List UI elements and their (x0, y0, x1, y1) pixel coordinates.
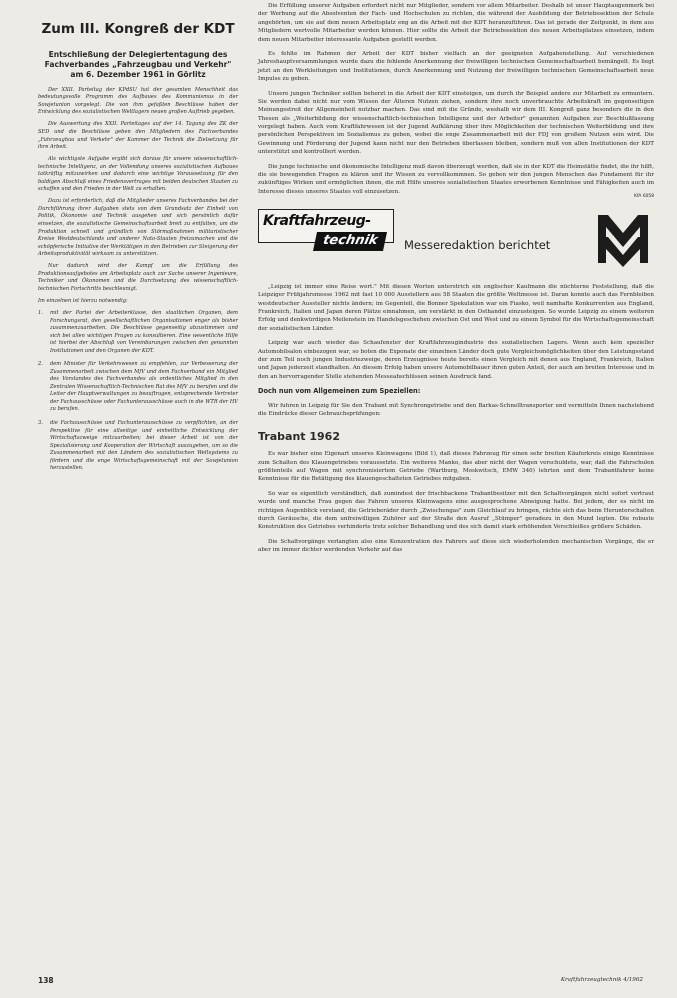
article-title: Zum III. Kongreß der KDT (41, 21, 235, 37)
leipzig-messe-mm-icon (596, 211, 650, 267)
list-item-number: 2. (38, 361, 43, 368)
right-paragraph: „Leipzig ist immer eine Reise wert." Mit diesen Worten unterstrich ein englischer Kaufmann die nüchterne Feststellung, daß die Leipziger Frühjahrsmesse 1962 mit fast 10 000 Ausstellern aus 58 Staaten die größte Weltmesse ist. Daran konnte auch das Fernbleiben westdeutscher Aussteller nichts ändern; im Gegenteil, die Bonner Spekulation war ein Fiasko, weil namhafte Konkurrenten aus England, Frankreich, Italien und Japan deren Plätze einnahmen, um verstärkt in den Osthandel einzusteigen. So wurde Leipzig zu einem weiteren Erfolg und denkwürdigen Meilenstein im Handelsgeschehen zwischen Ost und West und zu einem Symbol für die Wirtschaftsgemeinschaft der sozialistischen Länder. (258, 283, 654, 332)
article-subtitle: Entschließung der Delegiertentagung des Fachverbandes „Fahrzeugbau und Verkehr" am 6. Dezember 1961 in Görlitz (44, 49, 232, 80)
list-item-number: 1. (38, 310, 43, 317)
left-paragraph: Der XXII. Parteitag der KPdSU hat der gesamten Menschheit das bedeutungsvolle Programm des Aufbaues des Kommunismus in der Sowjetunion vorgelegt. Die von ihm gefaßten Beschlüsse haben der Entwicklung des sozialistischen Weltlagers neuen großen Auftrieb gegeben. (38, 86, 238, 116)
right-column (258, 2, 654, 561)
left-column (38, 14, 238, 479)
list-item (38, 361, 238, 414)
list-item-text: mit der Partei der Arbeiterklasse, den staatlichen Organen, dem Forschungsrat, den gesellschaftlichen Organisationen enger als bisher zusammenzuarbeiten. Die Beschlüsse gegenseitig abzustimmen und sich bei allen wichtigen Fragen zu konsultieren. Eine wesentliche Hilfe ist hierbei der Abschluß von Vereinbarungen zwischen den genannten Institutionen und den Organen der KDT. (50, 310, 238, 354)
messe-banner (258, 209, 654, 269)
left-paragraph: Nur dadurch wird der Kampf um die Erfüllung des Produktionsaufgebotes am Arbeitsplatz auch zur Sache unserer Ingenieure, Techniker und Ökonomen und die Durchsetzung des wissenschaftlich-technischen Fortschritts beschleunigt. (38, 263, 238, 292)
left-paragraph: Die Auswertung des XXII. Parteitages auf der 14. Tagung des ZK der SED und die Beschlüsse geben den Mitgliedern des Fachverbandes „Fahrzeugbau und Verkehr" der Kammer der Technik die Zielsetzung für ihre Arbeit. (38, 121, 238, 151)
banner-heading: Messeredaktion berichtet (404, 237, 551, 252)
left-paragraph: Dazu ist erforderlich, daß die Mitglieder unseres Fachverbandes bei der Durchführung ihrer Aufgaben stets von dem Grundsatz der Einheit von Politik, Ökonomie und Technik ausgehen und sich persönlich dafür einsetzen, die sozialistische Gemeinschaftsarbeit breit zu entfalten, um die Produktion schnell und gründlich von Störmaßnahmen militaristischer Kreise Westdeutschlands und anderer Nato-Staaten freizumachen und die schöpferische Initiative der Werktätigen in den Betrieben zur Steigerung der Arbeitsproduktivität wirksam zu unterstützen. (38, 198, 238, 258)
right-paragraph: Die Erfüllung unserer Aufgaben erfordert nicht nur Mitglieder, sondern vor allem Mitarbeiter. Deshalb ist unser Hauptaugenmerk bei der Werbung auf die Absolventen der Fach- und Hochschulen zu richten, die während der Ausbildung der Betriebssektion der Schule angehörten, um sie auf dem neuen Arbeitsplatz eng an die Arbeit mit der KDT heranzuführen. Das ist gerade der Zeitpunkt, in dem aus Mitgliedern wertvolle Mitarbeiter werden können. Hier sollte die Arbeit der Betriebssektion des neuen Arbeitsplatzes einsetzen, indem dem neuen Mitarbeiter interessante Aufgaben gestellt werden. (258, 3, 654, 43)
right-paragraph: Die junge technische und ökonomische Intelligenz muß davon überzeugt werden, daß sie in der KDT die Heimstätte findet, die ihr hilft, die sie bewegenden Fragen zu klären und ihr Wissen zu vervollkommnen. So geben wir den jungen Menschen das Fundament für ihr zukünftiges Wirken und ermöglichen ihnen, die mit Hilfe unseres sozialistischen Staates erworbenen Kenntnisse und Fähigkeiten auch im Interesse dieses unseres Staates voll einzusetzen. (258, 163, 654, 195)
list-item-text: die Fachausschüsse und Fachunterausschüsse zu verpflichten, an der Perspektive für eine allseitige und einheitliche Entwicklung der Wirtschaftszweige mitzuarbeiten; bei dieser Arbeit ist von der Spezialisierung und Kooperation der Wirtschaft auszugehen, um so die Zusammenarbeit mit den Ländern des sozialistischen Weltsystems zu fördern und die enge Wirtschaftsgemeinschaft mit der Sowjetunion herzustellen. (50, 420, 238, 472)
right-paragraph: Es war bisher eine Eigenart unseres Kleinwagens (Bild 1), daß dieses Fahrzeug für einen sehr breiten Käuferkreis einige Kenntnisse zum Schalten des Klauengetriebes voraussetzte. Ein weiteres Manko, das aber nicht der Wagen verschuldete, war, daß die Fahrschulen größtenteils auf Wagen mit synchronisiertem Getriebe (Wartburg, Moskwitsch, EMW 340) lehrten und dem Trabantfahrer keine Kenntnisse für die Betätigung des klauengeschalteten Getriebes mitgaben. (258, 451, 654, 483)
right-paragraph: So war es eigentlich verständlich, daß zumindest der frischbackene Trabantbesitzer mit den Schaltvorgängen nicht sofort vertraut wurde und manche Frau gegen das Fahren unseres Kleinwagens eine ausgesprochene Abneigung hatte. Bei jedem, der es nicht im richtigen Augenblick verstand, die Getrieberäder durch „Zwischengas" zum Gleichlauf zu bringen, rächte sich das beim Herunterschalten durch Geräusche, die dem unfreiwilligen Zuhörer auf der Straße den Ausruf „Stümper" geradezu in den Mund legten. Die robuste Konstruktion des Getriebes verhinderte trotz solcher Behandlung und des sich damit stark erhöhenden Verschleißes größere Schäden. (258, 490, 654, 531)
right-paragraph: Es fehlte im Rahmen der Arbeit der KDT bisher vielfach an der geeigneten Aufgabenstellung. Auf verschiedenen Jahreshauptversammlungen wurde dazu die fehlende Anerkennung der freiwilligen technischen Gemeinschaftsarbeit bemängelt. Es liegt jetzt an den Werkleitungen und Institutionen, durch Anerkennung und Nutzung der freiwilligen technischen Gemeinschaftsarbeit neue Impulse zu geben. (258, 50, 654, 83)
list-item (38, 310, 238, 355)
right-paragraph: Wir fuhren in Leipzig für Sie den Trabant mit Synchrongetriebe und den Barkas-Schnelltransporter und vermitteln Ihnen nachstehend die Eindrücke dieser Gebrauchsprüfungen: (258, 403, 654, 418)
right-paragraph: Leipzig war auch wieder das Schaufenster der Kraftfahrzeugindustrie des sozialistischen Lagers. Wenn auch kein spezieller Automobilsalon einbezogen war, so boten die Exponate der einzelnen Länder doch gute Vergleichsmöglichkeiten über den Leistungsstand der zum Teil noch jungen Industriezweige, deren Erzeugnisse heute bereits einen Vergleich mit denen aus England, Frankreich, Italien und Japan jederzeit standhalten. An diesem Erfolg haben unsere Automobilbauer ihren guten Anteil, der auch am breiten Interesse und in den an hervorragender Stelle stehenden Messeabschlüssen seinen Ausdruck fand. (258, 340, 654, 380)
kraftfahrzeugtechnik-logo (258, 209, 394, 248)
subheading: Doch nun vom Allgemeinen zum Speziellen: (258, 387, 421, 396)
article-signature: KfA 6058 (634, 194, 654, 200)
left-paragraph: Als wichtigste Aufgabe ergibt sich daraus für unsere wissenschaftlich-technische Intelligenz, an der Vollendung unseres sozialistischen Aufbaues tatkräftig mitzuwirken und dadurch eine wichtige Voraussetzung für den baldigen Abschluß eines Friedensvertrages mit beiden deutschen Staaten zu schaffen und den Frieden in der Welt zu erhalten. (38, 156, 238, 193)
right-paragraph: Die Schaltvorgänge verlangten also eine Konzentration des Fahrers auf diese sich wiederholenden mechanischen Vorgänge, die er aber im immer dichter werdenden Verkehr auf das (258, 538, 654, 554)
list-item (38, 420, 238, 473)
logo-line-2: technik (313, 232, 387, 251)
page-number: 138 (38, 976, 54, 985)
section-heading: Trabant 1962 (258, 429, 340, 443)
journal-issue: Kraftfahrzeugtechnik 4/1962 (560, 977, 643, 983)
list-item-text: dem Minister für Verkehrswesen zu empfehlen, zur Verbesserung der Zusammenarbeit zwischen dem MfV und dem Fachverband ein Mitglied des Vorstandes des Fachverbandes als ordentliches Mitglied in den Zentralen Wissenschaftlich-Technischen Rat des MfV zu berufen und die Leiter der Hauptverwaltungen zu beauftragen, entsprechende Vertreter der Fachausschüsse oder Fachunterausschüsse auch in die WTR der HV zu berufen. (50, 361, 238, 413)
right-paragraph: Unsere jungen Techniker sollten beherzt in die Arbeit der KDT einsteigen, um durch ihr Beispiel andere zur Mitarbeit zu ermuntern. Sie werden dabei nicht nur vom Wissen der Älteren Nutzen ziehen, sondern ihre noch unverbrauchte Arbeitskraft im gegenseitigen Meinungsstreit der Allgemeinheit nutzbar machen. Das sind mit die Gründe, weshalb wir dem III. Kongreß ganz besonders die in den Thesen als „Weiterbildung der wissenschaftlich-technischen Intelligenz und der Arbeiter" genannten Aufgaben zur Beschlußfassung vorgelegt haben. Auch vom Kraftfahrwesen ist der Jugend Aufklärung über ihre Möglichkeiten der technischen Weiterbildung und ihre persönlichen Perspektiven im Sozialismus zu geben, wobei die enge Zusammenarbeit mit der FDJ von großem Nutzen sein wird. Die Gewinnung und Förderung der Jugend kann nicht nur den Betrieben überlassen bleiben, sondern muß von allen Institutionen der KDT unterstützt und kontrolliert werden. (258, 90, 654, 156)
left-paragraph: Im einzelnen ist hierzu notwendig: (38, 297, 128, 304)
list-item-number: 3. (38, 420, 43, 426)
demands-list (38, 310, 238, 473)
logo-line-1: Kraftfahrzeug- (263, 212, 371, 229)
